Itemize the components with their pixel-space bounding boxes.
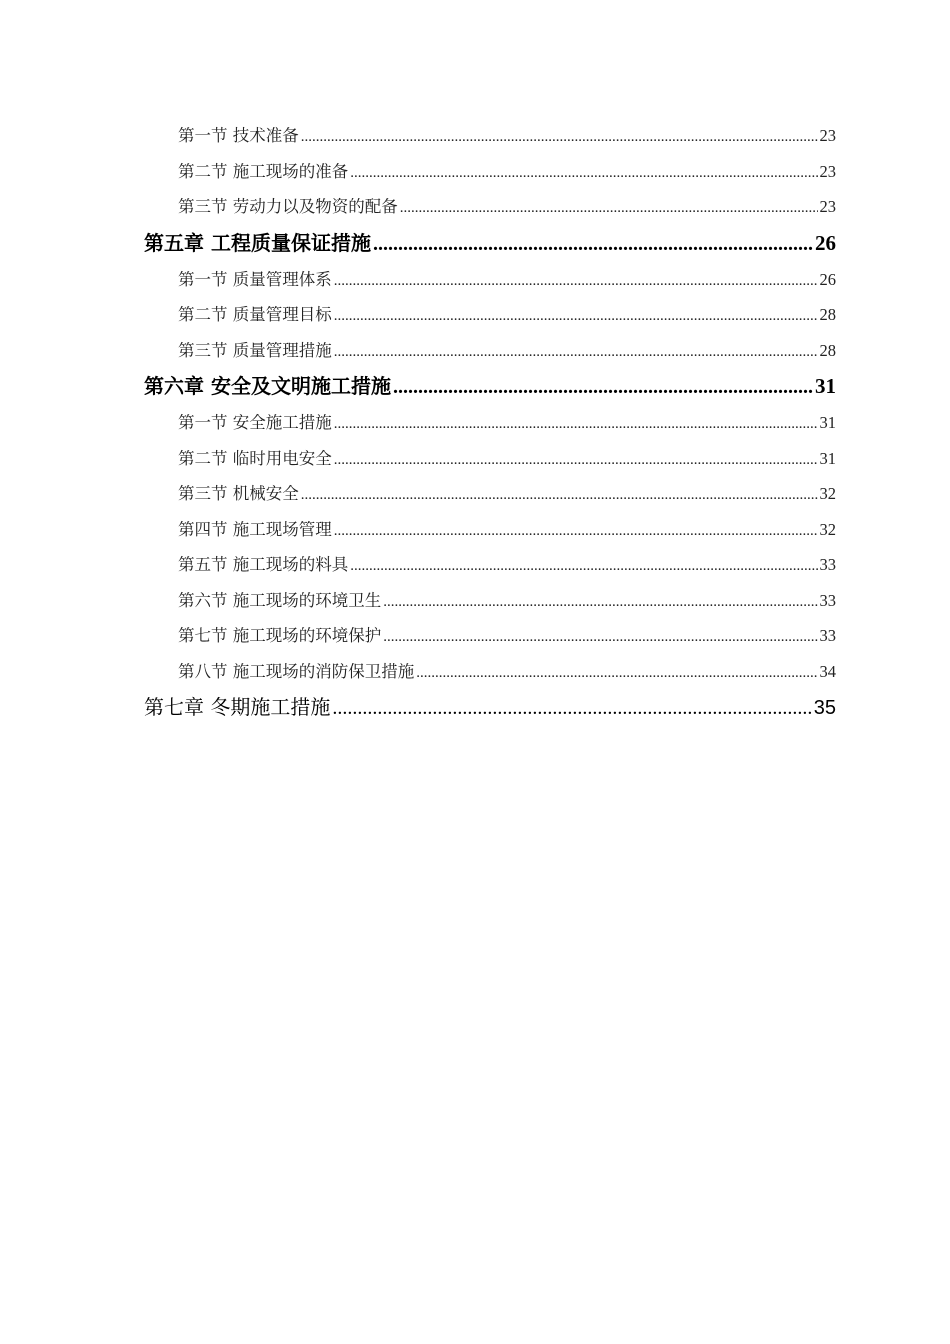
toc-entry-section[interactable] — [144, 618, 836, 654]
toc-entry-section[interactable] — [144, 262, 836, 298]
dot-leader — [332, 690, 811, 726]
toc-entry-section[interactable] — [144, 118, 836, 154]
toc-entry-page: 23 — [819, 126, 836, 145]
toc-entry-section[interactable] — [144, 583, 836, 619]
toc-entry-title: 第三节 劳动力以及物资的配备 — [178, 197, 398, 216]
toc-entry-page: 35 — [813, 697, 836, 719]
dot-leader — [383, 618, 817, 654]
toc-entry-section[interactable] — [144, 333, 836, 369]
toc-entry-section[interactable] — [144, 441, 836, 477]
toc-entry-title: 第二节 临时用电安全 — [178, 448, 332, 468]
toc-entry-title: 第三节 质量管理措施 — [178, 340, 332, 360]
dot-leader — [334, 441, 818, 477]
toc-entry-title: 第二节 质量管理目标 — [178, 305, 332, 324]
toc-entry-page: 28 — [819, 340, 836, 360]
toc-entry-section[interactable] — [144, 512, 836, 548]
dot-leader — [301, 118, 818, 154]
dot-leader — [334, 262, 818, 298]
toc-entry-section[interactable] — [144, 405, 836, 441]
toc-entry-title: 第七节 施工现场的环境保护 — [178, 626, 382, 645]
toc-entry-chapter[interactable] — [144, 368, 836, 405]
toc-entry-section[interactable] — [144, 297, 836, 333]
toc-entry-title: 第一节 质量管理体系 — [178, 269, 332, 289]
dot-leader — [334, 333, 818, 369]
dot-leader — [350, 547, 817, 583]
dot-leader — [334, 297, 818, 333]
table-of-contents — [144, 118, 836, 726]
toc-entry-section[interactable] — [144, 189, 836, 225]
toc-entry-title: 第一节 技术准备 — [178, 126, 299, 145]
toc-entry-title: 第三节 机械安全 — [178, 484, 299, 503]
toc-entry-title: 第七章 冬期施工措施 — [144, 695, 331, 719]
dot-leader — [301, 476, 818, 512]
toc-entry-section[interactable] — [144, 547, 836, 583]
toc-entry-title: 第八节 施工现场的消防保卫措施 — [178, 661, 415, 681]
toc-entry-page: 32 — [819, 484, 836, 503]
toc-entry-page: 31 — [815, 374, 836, 398]
dot-leader — [334, 405, 818, 441]
toc-entry-page: 26 — [815, 230, 836, 255]
toc-entry-page: 31 — [819, 448, 836, 468]
toc-entry-page: 23 — [819, 197, 836, 216]
toc-entry-title: 第二节 施工现场的准备 — [178, 161, 349, 181]
toc-entry-title: 第一节 安全施工措施 — [178, 413, 332, 432]
dot-leader — [383, 583, 817, 619]
toc-entry-page: 33 — [819, 555, 836, 574]
toc-entry-page: 28 — [819, 305, 836, 324]
toc-entry-page: 26 — [819, 269, 836, 289]
toc-entry-chapter[interactable] — [144, 225, 836, 262]
toc-entry-page: 32 — [819, 519, 836, 539]
toc-entry-page: 23 — [819, 161, 836, 181]
toc-entry-section[interactable] — [144, 154, 836, 190]
toc-entry-section[interactable] — [144, 654, 836, 690]
toc-entry-page: 33 — [819, 626, 836, 645]
toc-entry-title: 第五节 施工现场的料具 — [178, 555, 349, 574]
dot-leader — [334, 512, 818, 548]
dot-leader — [350, 154, 817, 190]
toc-entry-title: 第六节 施工现场的环境卫生 — [178, 590, 382, 610]
toc-entry-page: 33 — [819, 590, 836, 610]
toc-entry-title: 第六章 安全及文明施工措施 — [144, 374, 391, 398]
dot-leader — [400, 189, 818, 225]
toc-entry-title: 第四节 施工现场管理 — [178, 519, 332, 539]
toc-entry-page: 31 — [819, 413, 836, 432]
toc-entry-page: 34 — [819, 661, 836, 681]
dot-leader — [373, 226, 813, 262]
toc-entry-title: 第五章 工程质量保证措施 — [144, 230, 371, 255]
dot-leader — [416, 654, 817, 690]
toc-entry-section[interactable] — [144, 476, 836, 512]
toc-entry-chapter[interactable] — [144, 689, 836, 726]
dot-leader — [393, 369, 813, 405]
